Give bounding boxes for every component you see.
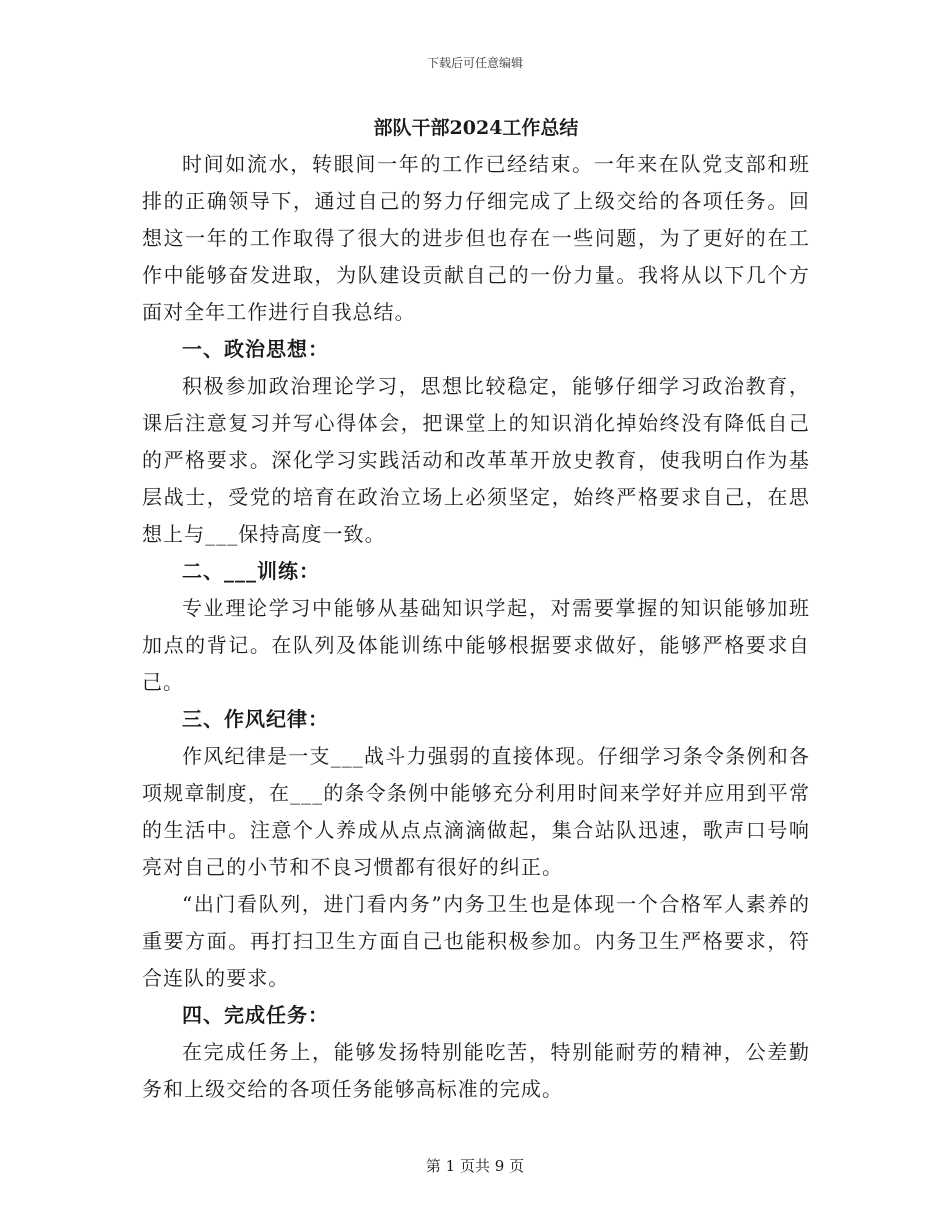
section-paragraph-tasks: 在完成任务上，能够发扬特别能吃苦，特别能耐劳的精神，公差勤务和上级交给的各项任务能够高标准的完成。 [142, 1040, 810, 1101]
page-number: 第 1 页共 9 页 [425, 1157, 525, 1175]
section-heading-tasks: 四、完成任务： [182, 1003, 329, 1027]
section-paragraph-training: 专业理论学习中能够从基础知识学起，对需要掌握的知识能够加班加点的背记。在队列及体能训练中能够根据要求做好，能够严格要求自己。 [142, 596, 810, 694]
document-body [142, 110, 810, 1108]
document-title: 部队干部2024工作总结 [373, 117, 579, 139]
intro-paragraph: 时间如流水，转眼间一年的工作已经结束。一年来在队党支部和班排的正确领导下，通过自己的努力仔细完成了上级交给的各项任务。回想这一年的工作取得了很大的进步但也存在一些问题，为了更好的在工作中能够奋发进取，为队建设贡献自己的一份力量。我将从以下几个方面对全年工作进行自我总结。 [142, 152, 810, 324]
section-heading-political: 一、政治思想： [182, 337, 329, 361]
section-paragraph-housekeeping: “出门看队列，进门看内务”内务卫生也是体现一个合格军人素养的重要方面。再打扫卫生方面自己也能积极参加。内务卫生严格要求，符合连队的要求。 [142, 892, 810, 990]
section-paragraph-political: 积极参加政治理论学习，思想比较稳定，能够仔细学习政治教育，课后注意复习并写心得体会，把课堂上的知识消化掉始终没有降低自己的严格要求。深化学习实践活动和改革革开放史教育，使我明白作为基层战士，受党的培育在政治立场上必须坚定，始终严格要求自己，在思想上与___保持高度一致。 [142, 374, 810, 546]
section-heading-discipline: 三、作风纪律： [182, 707, 329, 731]
section-heading-training: 二、___训练： [182, 559, 320, 583]
page-header-note: 下载后可任意编辑 [426, 56, 523, 70]
section-paragraph-discipline: 作风纪律是一支___战斗力强弱的直接体现。仔细学习条令条例和各项规章制度，在___的条令条例中能够充分利用时间来学好并应用到平常的生活中。注意个人养成从点点滴滴做起，集合站队迅速，歌声口号响亮对自己的小节和不良习惯都有很好的纠正。 [142, 744, 810, 879]
